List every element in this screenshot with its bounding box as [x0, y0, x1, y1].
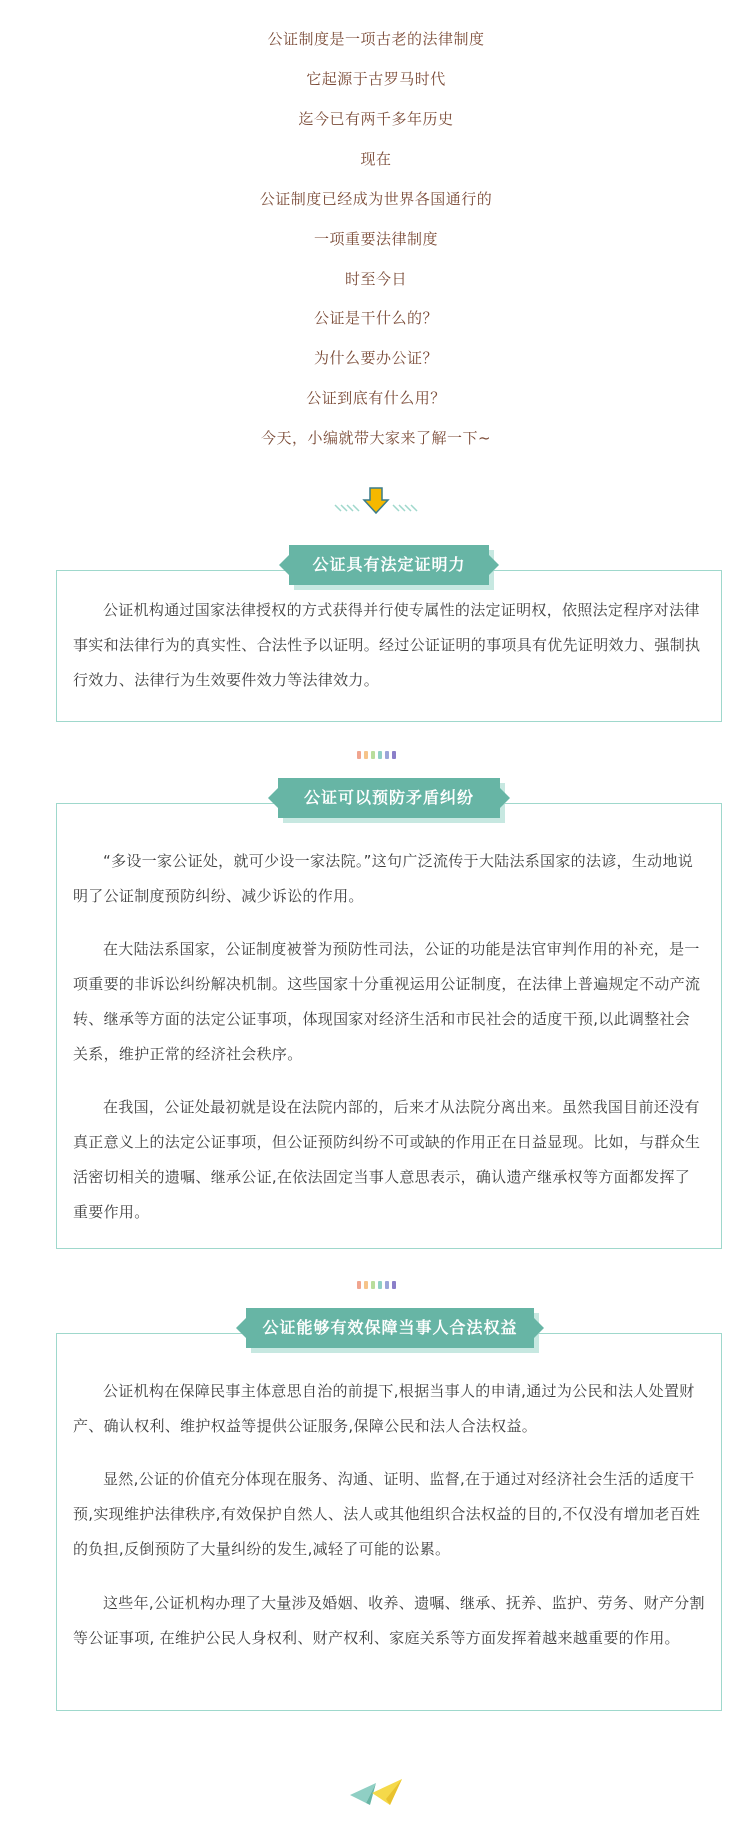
divider-dot — [364, 1281, 368, 1289]
intro-line: 时至今日 — [344, 270, 407, 288]
section-paragraph: 这些年,公证机构办理了大量涉及婚姻、收养、遗嘱、继承、抚养、监护、劳务、财产分割等公证事项, 在维护公民人身权利、财产权利、家庭关系等方面发挥着越来越重要的作用。 — [73, 1594, 705, 1647]
section-paragraph: 公证机构通过国家法律授权的方式获得并行使专属性的法定证明权，依照法定程序对法律事实和法律行为的真实性、合法性予以证明。经过公证证明的事项具有优先证明效力、强制执行效力、法律行为生效要件效力等法律效力。 — [73, 601, 701, 689]
divider-dot — [378, 1281, 382, 1289]
intro-line: 一项重要法律制度 — [313, 230, 438, 248]
intro-line: 它起源于古罗马时代 — [306, 70, 446, 88]
section-title: 公证能够有效保障当事人合法权益 — [246, 1308, 534, 1348]
divider-dot — [385, 1281, 389, 1289]
paper-plane-icon — [0, 1775, 752, 1811]
color-dots-divider — [0, 1274, 752, 1284]
section-title-row — [56, 545, 722, 585]
section-paragraph: 显然,公证的价值充分体现在服务、沟通、证明、监督,在于通过对经济社会生活的适度干预,实现维护法律秩序,有效保护自然人、法人或其他组织合法权益的目的,不仅没有增加老百姓的负担,反倒预防了大量纠纷的发生,减轻了可能的讼累。 — [73, 1470, 701, 1558]
divider-dot — [371, 751, 375, 759]
intro-line: 今天，小编就带大家来了解一下~ — [260, 429, 492, 447]
section-box — [56, 570, 722, 722]
intro-line: 现在 — [360, 150, 392, 168]
divider-dot — [385, 751, 389, 759]
divider-dot — [364, 751, 368, 759]
intro-line: 公证制度是一项古老的法律制度 — [267, 30, 485, 48]
divider-dot — [357, 751, 361, 759]
section-title: 公证具有法定证明力 — [289, 545, 489, 585]
divider-dot — [392, 1281, 396, 1289]
intro-line: 公证制度已经成为世界各国通行的 — [259, 190, 493, 208]
color-dots-divider — [0, 744, 752, 754]
down-arrow-icon — [0, 485, 752, 519]
intro-line: 为什么要办公证？ — [313, 349, 438, 367]
section-paragraph: 公证机构在保障民事主体意思自治的前提下,根据当事人的申请,通过为公民和法人处置财产、确认权利、维护权益等提供公证服务,保障公民和法人合法权益。 — [73, 1382, 695, 1435]
section-title-row — [56, 778, 722, 818]
divider-dot — [378, 751, 382, 759]
section-paragraph: 在我国，公证处最初就是设在法院内部的，后来才从法院分离出来。虽然我国目前还没有真正意义上的法定公证事项，但公证预防纠纷不可或缺的作用正在日益显现。比如，与群众生活密切相关的遗嘱、继承公证,在依法固定当事人意思表示，确认遗产继承权等方面都发挥了重要作用。 — [73, 1098, 701, 1221]
section-title: 公证可以预防矛盾纠纷 — [278, 778, 500, 818]
divider-dot — [357, 1281, 361, 1289]
section-title-row — [56, 1308, 722, 1348]
section-paragraph: 在大陆法系国家，公证制度被誉为预防性司法，公证的功能是法官审判作用的补充，是一项重要的非诉讼纠纷解决机制。这些国家十分重视运用公证制度，在法律上普遍规定不动产流转、继承等方面的法定公证事项，体现国家对经济生活和市民社会的适度干预,以此调整社会关系，维护正常的经济社会秩序。 — [73, 940, 701, 1063]
section-box — [56, 803, 722, 1249]
intro-line: 迄今已有两千多年历史 — [298, 110, 454, 128]
section-paragraph: “多设一家公证处，就可少设一家法院。”这句广泛流传于大陆法系国家的法谚，生动地说明了公证制度预防纠纷、减少诉讼的作用。 — [73, 852, 694, 905]
divider-dot — [392, 751, 396, 759]
intro-line: 公证到底有什么用？ — [306, 389, 446, 407]
divider-dot — [371, 1281, 375, 1289]
section-box — [56, 1333, 722, 1711]
intro-line: 公证是干什么的？ — [313, 309, 438, 327]
